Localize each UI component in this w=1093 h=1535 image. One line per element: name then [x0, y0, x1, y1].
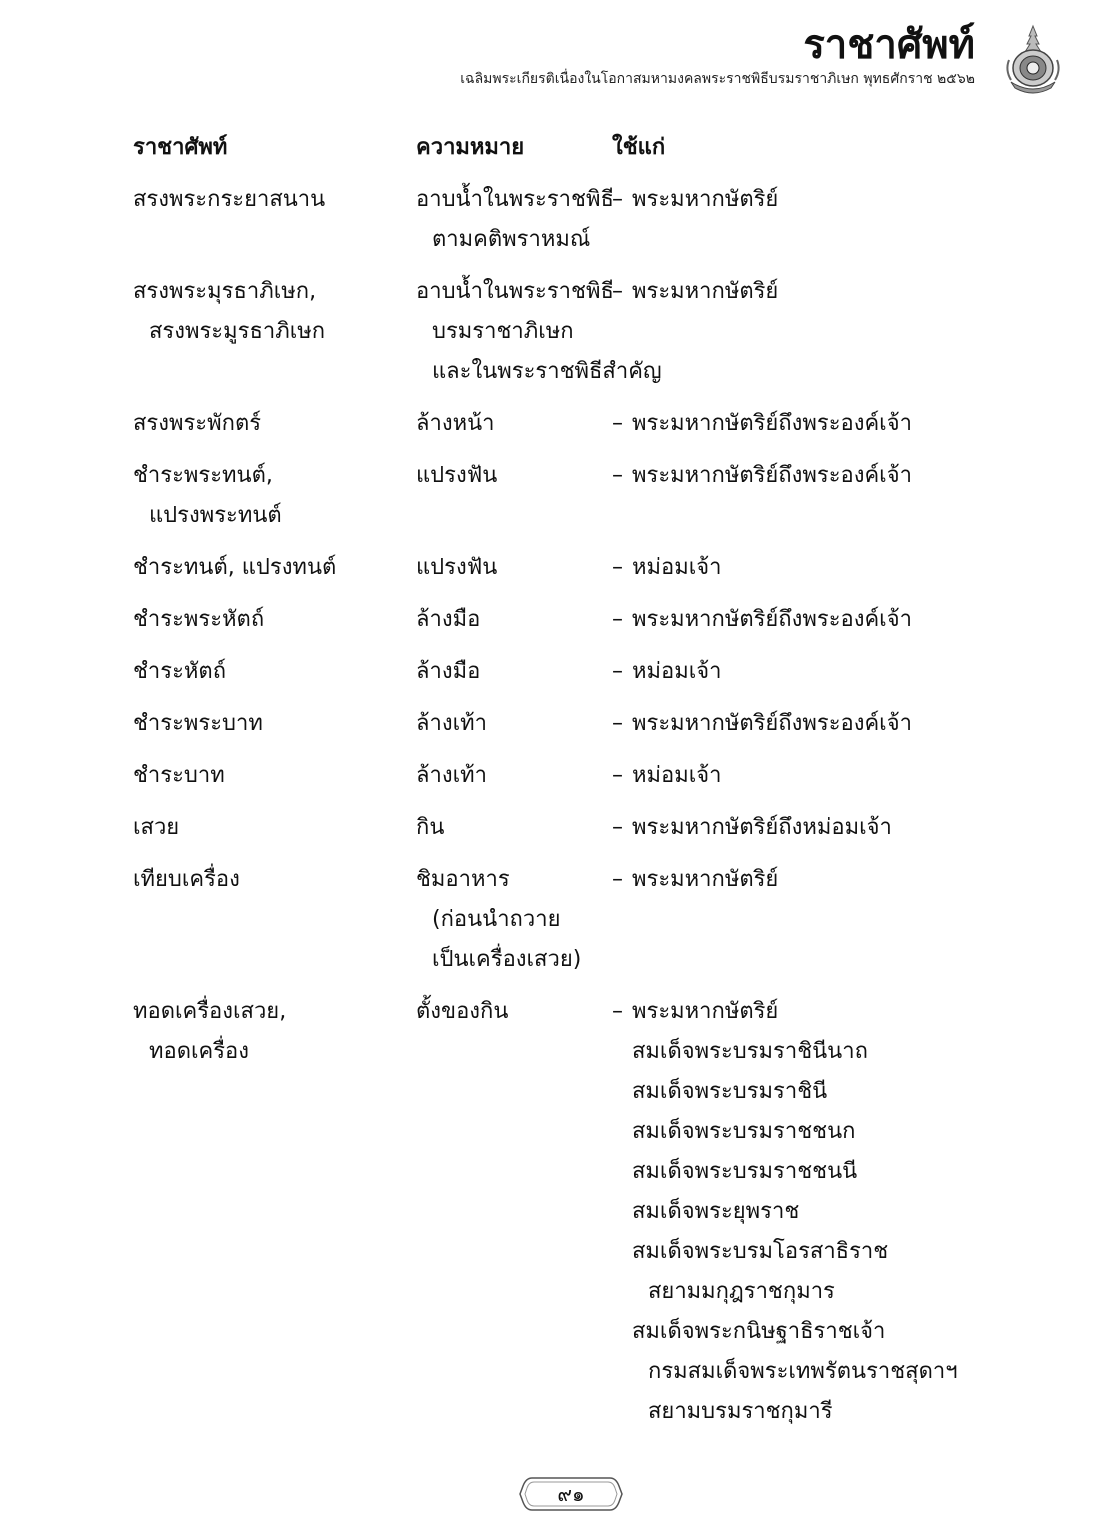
meaning-text: บรมราชาภิเษก	[432, 319, 574, 344]
usage-text: พระมหากษัตริย์	[632, 867, 779, 892]
dash-mark: –	[612, 763, 623, 788]
term-text: ชำระพระหัตถ์	[133, 607, 265, 632]
term-text: สรงพระมูรธาภิเษก	[149, 319, 326, 344]
table-row	[133, 992, 963, 1432]
table-row	[133, 756, 963, 796]
column-header-meaning: ความหมาย	[416, 135, 525, 160]
meaning-text: ตามคติพราหมณ์	[432, 227, 591, 252]
meaning-text: ล้างหน้า	[416, 411, 495, 436]
usage-text: หม่อมเจ้า	[632, 763, 722, 788]
table-row	[133, 272, 963, 392]
term-text: สรงพระกระยาสนาน	[133, 187, 326, 212]
usage-text: กรมสมเด็จพระเทพรัตนราชสุดาฯ	[648, 1359, 958, 1384]
table-row	[133, 808, 963, 848]
usage-cell	[612, 992, 963, 1432]
meaning-text: ล้างมือ	[416, 607, 481, 632]
usage-text: สมเด็จพระบรมราชินี	[632, 1079, 828, 1104]
page-number	[518, 1474, 624, 1514]
table-row	[133, 180, 963, 260]
column-header-usage: ใช้แก่	[612, 135, 666, 160]
meaning-text: เป็นเครื่องเสวย)	[432, 947, 582, 972]
usage-text: สมเด็จพระบรมโอรสาธิราช	[632, 1239, 889, 1264]
term-cell	[133, 272, 416, 352]
dash-mark: –	[612, 411, 623, 436]
meaning-text: และในพระราชพิธีสำคัญ	[432, 359, 662, 384]
table-row	[133, 548, 963, 588]
term-text: ทอดเครื่อง	[149, 1039, 250, 1064]
usage-text: สยามมกุฎราชกุมาร	[648, 1279, 835, 1304]
dash-mark: –	[612, 815, 623, 840]
usage-text: สมเด็จพระบรมราชินีนาถ	[632, 1039, 868, 1064]
table-row	[133, 860, 963, 980]
term-text: ชำระบาท	[133, 763, 225, 788]
dash-mark: –	[612, 463, 623, 488]
usage-text: พระมหากษัตริย์ถึงพระองค์เจ้า	[632, 411, 912, 436]
term-text: ชำระพระทนต์,	[133, 463, 273, 488]
term-text: ชำระหัตถ์	[133, 659, 227, 684]
meaning-text: อาบน้ำในพระราชพิธี	[416, 187, 614, 212]
table-header-row	[133, 128, 963, 168]
meaning-cell	[416, 180, 612, 260]
dash-mark: –	[612, 999, 623, 1024]
term-text: สรงพระพักตร์	[133, 411, 262, 436]
header-title: ราชาศัพท์	[803, 22, 975, 68]
meaning-text: กิน	[416, 815, 445, 840]
meaning-text: ล้างมือ	[416, 659, 481, 684]
royal-emblem-icon	[1001, 24, 1065, 94]
dash-mark: –	[612, 555, 623, 580]
usage-text: สมเด็จพระกนิษฐาธิราชเจ้า	[632, 1319, 886, 1344]
table-row	[133, 456, 963, 536]
dash-mark: –	[612, 659, 623, 684]
meaning-text: ล้างเท้า	[416, 763, 487, 788]
table-row	[133, 704, 963, 744]
meaning-text: อาบน้ำในพระราชพิธี	[416, 279, 614, 304]
dash-mark: –	[612, 867, 623, 892]
usage-text: พระมหากษัตริย์	[632, 279, 779, 304]
usage-text: พระมหากษัตริย์ถึงพระองค์เจ้า	[632, 711, 912, 736]
term-text: แปรงพระทนต์	[149, 503, 282, 528]
usage-text: พระมหากษัตริย์ถึงพระองค์เจ้า	[632, 607, 912, 632]
royal-vocabulary-table	[133, 128, 963, 1432]
page-header	[460, 22, 975, 88]
usage-text: พระมหากษัตริย์ถึงหม่อมเจ้า	[632, 815, 892, 840]
usage-cell	[612, 272, 963, 312]
usage-text: สมเด็จพระบรมราชชนนี	[632, 1159, 858, 1184]
meaning-text: (ก่อนนำถวาย	[432, 907, 561, 932]
meaning-text: ตั้งของกิน	[416, 999, 509, 1024]
dash-mark: –	[612, 607, 623, 632]
meaning-cell	[416, 272, 662, 392]
column-header-term: ราชาศัพท์	[133, 135, 228, 160]
term-text: เสวย	[133, 815, 180, 840]
usage-text: หม่อมเจ้า	[632, 555, 722, 580]
term-text: ทอดเครื่องเสวย,	[133, 999, 287, 1024]
usage-text: พระมหากษัตริย์	[632, 187, 779, 212]
table-row	[133, 652, 963, 692]
page-number-text: ๙๑	[557, 1482, 585, 1506]
header-subtitle: เฉลิมพระเกียรติเนื่องในโอกาสมหามงคลพระราชพิธีบรมราชาภิเษก พุทธศักราช ๒๕๖๒	[460, 71, 975, 87]
usage-cell	[612, 180, 963, 220]
meaning-text: แปรงฟัน	[416, 463, 498, 488]
usage-text: สมเด็จพระบรมราชชนก	[632, 1119, 856, 1144]
term-text: เทียบเครื่อง	[133, 867, 240, 892]
meaning-text: ชิมอาหาร	[416, 867, 510, 892]
term-text: ชำระทนต์, แปรงทนต์	[133, 555, 337, 580]
table-row	[133, 404, 963, 444]
usage-text: หม่อมเจ้า	[632, 659, 722, 684]
term-cell	[133, 180, 416, 220]
usage-text: พระมหากษัตริย์ถึงพระองค์เจ้า	[632, 463, 912, 488]
meaning-text: แปรงฟัน	[416, 555, 498, 580]
dash-mark: –	[612, 187, 623, 212]
term-text: ชำระพระบาท	[133, 711, 263, 736]
dash-mark: –	[612, 711, 623, 736]
meaning-text: ล้างเท้า	[416, 711, 487, 736]
usage-text: สมเด็จพระยุพราช	[632, 1199, 800, 1224]
usage-text: สยามบรมราชกุมารี	[648, 1399, 833, 1424]
dash-mark: –	[612, 279, 623, 304]
table-row	[133, 600, 963, 640]
usage-text: พระมหากษัตริย์	[632, 999, 779, 1024]
term-text: สรงพระมุรธาภิเษก,	[133, 279, 317, 304]
